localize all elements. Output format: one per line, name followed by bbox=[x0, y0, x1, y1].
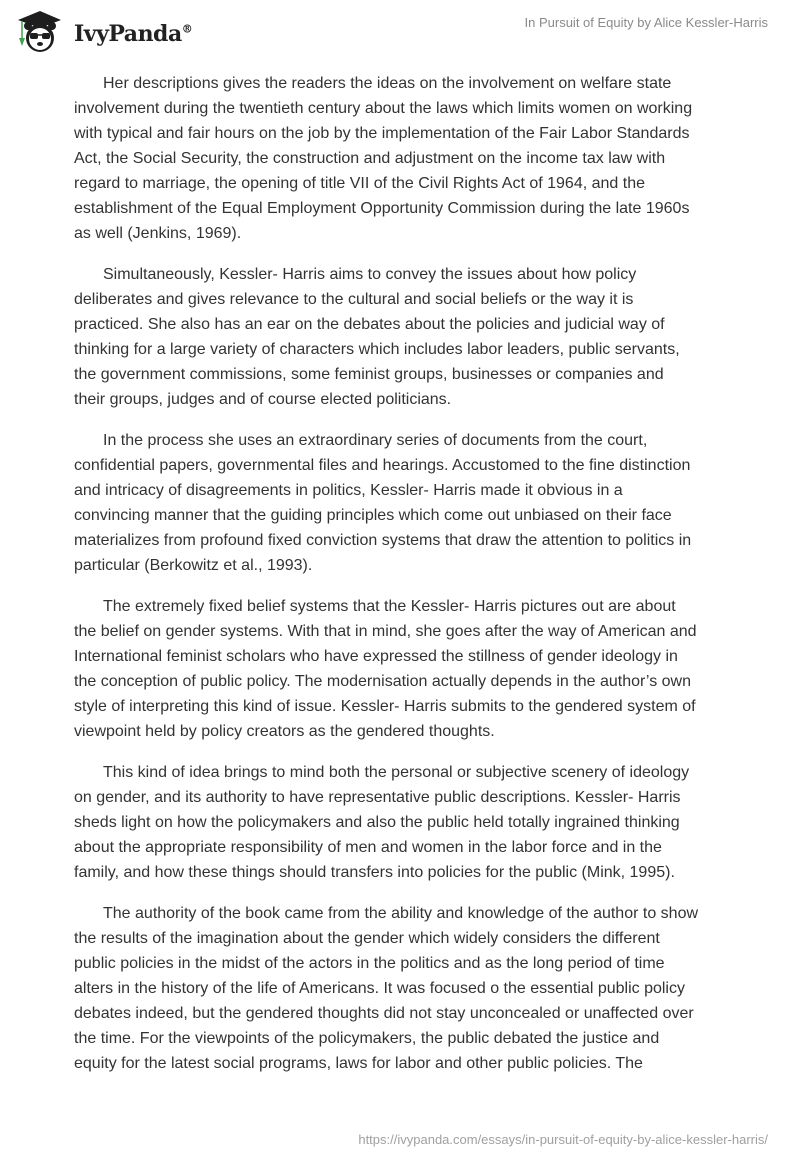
paragraph-line: convincing manner that the guiding principles which come out unbiased on their face bbox=[74, 507, 672, 524]
paragraph-line: establishment of the Equal Employment Opportunity Commission during the late 1960s bbox=[74, 200, 690, 217]
paragraph-line: equity for the latest social programs, laws for labor and other public policies. The bbox=[74, 1055, 643, 1072]
paragraph-line: the time. For the viewpoints of the policymakers, the public debated the justice and bbox=[74, 1030, 660, 1047]
essay-paragraph bbox=[74, 262, 754, 412]
paragraph-line: the belief on gender systems. With that in mind, she goes after the way of American and bbox=[74, 623, 697, 640]
paragraph-line: In the process she uses an extraordinary series of documents from the court, bbox=[103, 432, 648, 449]
paragraph-line: the results of the imagination about the gender which widely considers the different bbox=[74, 930, 660, 947]
paragraph-line: sheds light on how the policymakers and also the public held totally ingrained thinking bbox=[74, 814, 680, 831]
essay-paragraph bbox=[74, 760, 754, 885]
paragraph-line: The extremely fixed belief systems that the Kessler- Harris pictures out are about bbox=[103, 598, 676, 615]
document-title: In Pursuit of Equity by Alice Kessler-Harris bbox=[524, 15, 768, 30]
paragraph-line: their groups, judges and of course elected politicians. bbox=[74, 391, 452, 408]
logo-text: IvyPanda® bbox=[74, 21, 193, 47]
paragraph-line: confidential papers, governmental files and hearings. Accustomed to the fine distinction bbox=[74, 457, 691, 474]
essay-paragraph bbox=[74, 428, 754, 578]
essay-body bbox=[74, 71, 754, 1092]
essay-paragraph bbox=[74, 594, 754, 744]
paragraph-line: viewpoint held by policy creators as the gendered thoughts. bbox=[74, 723, 495, 740]
paragraph-line: family, and how these things should transfers into policies for the public (Mink, 1995). bbox=[74, 864, 675, 881]
paragraph-line: particular (Berkowitz et al., 1993). bbox=[74, 557, 313, 574]
paragraph-line: thinking for a large variety of characters which includes labor leaders, public servants, bbox=[74, 341, 680, 358]
paragraph-line: alters in the history of the life of Americans. It was focused o the essential public policy bbox=[74, 980, 685, 997]
paragraph-line: debates indeed, but the gendered thoughts did not stay unconcealed or unaffected over bbox=[74, 1005, 694, 1022]
paragraph-line: the conception of public policy. The modernisation actually depends in the author’s own bbox=[74, 673, 691, 690]
paragraph-line: on gender, and its authority to have representative public descriptions. Kessler- Harris bbox=[74, 789, 681, 806]
paragraph-line: with typical and fair hours on the job by the implementation of the Fair Labor Standards bbox=[74, 125, 690, 142]
paragraph-line: Simultaneously, Kessler- Harris aims to convey the issues about how policy bbox=[103, 266, 637, 283]
paragraph-line: Her descriptions gives the readers the ideas on the involvement on welfare state bbox=[103, 75, 672, 92]
paragraph-line: style of interpreting this kind of issue. Kessler- Harris submits to the gendered system of bbox=[74, 698, 696, 715]
essay-paragraph bbox=[74, 71, 754, 246]
paragraph-line: about the appropriate responsibility of men and women in the labor force and in the bbox=[74, 839, 662, 856]
source-url[interactable]: https://ivypanda.com/essays/in-pursuit-of-equity-by-alice-kessler-harris/ bbox=[358, 1132, 768, 1147]
paragraph-line: as well (Jenkins, 1969). bbox=[74, 225, 242, 242]
paragraph-line: public policies in the midst of the actors in the politics and as the long period of time bbox=[74, 955, 665, 972]
paragraph-line: This kind of idea brings to mind both the personal or subjective scenery of ideology bbox=[103, 764, 690, 781]
paragraph-line: International feminist scholars who have expressed the stillness of gender ideology in bbox=[74, 648, 678, 665]
paragraph-line: and intricacy of disagreements in politics, Kessler- Harris made it obvious in a bbox=[74, 482, 623, 499]
paragraph-line: involvement during the twentieth century about the laws which limits women on working bbox=[74, 100, 693, 117]
essay-paragraph bbox=[74, 901, 754, 1076]
paragraph-line: materializes from profound fixed conviction systems that draw the attention to politics in bbox=[74, 532, 692, 549]
paragraph-line: deliberates and gives relevance to the cultural and social beliefs or the way it is bbox=[74, 291, 634, 308]
paragraph-line: Act, the Social Security, the construction and adjustment on the income tax law with bbox=[74, 150, 666, 167]
paragraph-line: The authority of the book came from the ability and knowledge of the author to show bbox=[103, 905, 699, 922]
paragraph-line: the government commissions, some feminist groups, businesses or companies and bbox=[74, 366, 664, 383]
paragraph-line: regard to marriage, the opening of title VII of the Civil Rights Act of 1964, and the bbox=[74, 175, 645, 192]
paragraph-line: practiced. She also has an ear on the debates about the policies and judicial way of bbox=[74, 316, 665, 333]
panda-graduate-icon bbox=[14, 8, 62, 54]
ivypanda-logo[interactable] bbox=[14, 8, 192, 54]
